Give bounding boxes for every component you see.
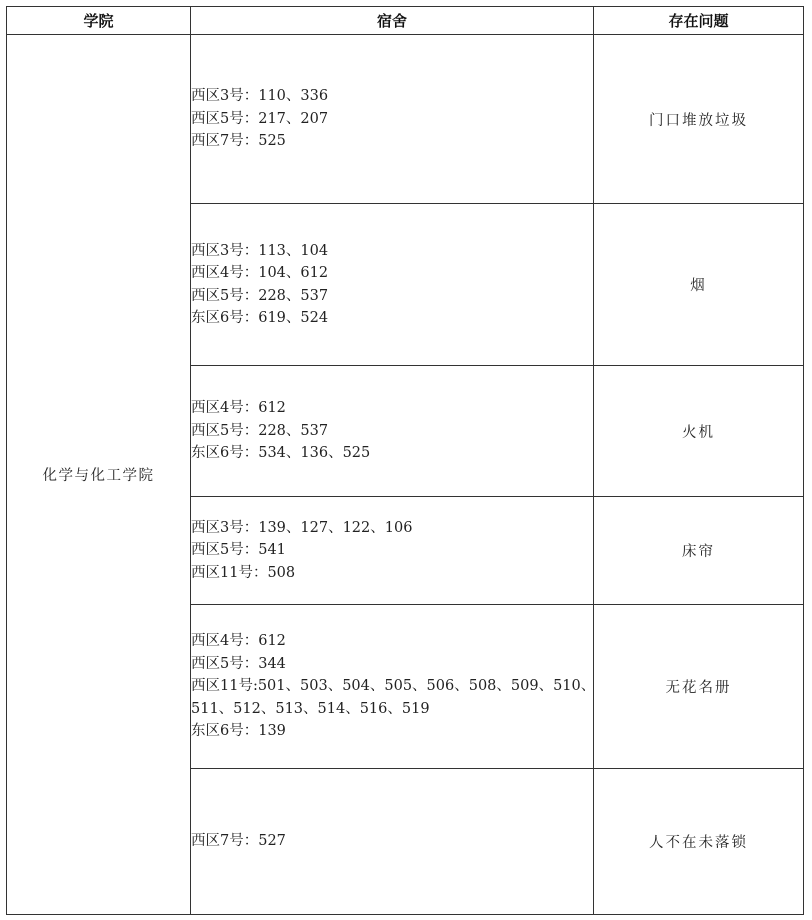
dorm-line: 西区5号：228、537 <box>191 422 329 439</box>
dorm-cell <box>191 204 594 366</box>
dorm-line: 西区11号：508 <box>191 564 296 581</box>
header-issue: 存在问题 <box>594 7 804 35</box>
dorm-line: 西区4号：104、612 <box>191 265 329 281</box>
issue-cell: 火机 <box>594 366 804 497</box>
dorm-line: 东区6号：534、136、525 <box>191 445 371 462</box>
dorm-line: 东区6号：139 <box>191 723 286 740</box>
dorm-line: 东区6号：619、524 <box>191 310 329 326</box>
dorm-cell <box>191 497 594 605</box>
dorm-line: 西区5号：344 <box>191 655 286 672</box>
inspection-table <box>6 6 804 915</box>
dorm-line: 西区3号：139、127、122、106 <box>191 519 413 536</box>
dorm-cell <box>191 605 594 769</box>
issue-cell: 无花名册 <box>594 605 804 769</box>
issue-cell: 烟 <box>594 204 804 366</box>
dorm-cell <box>191 366 594 497</box>
dorm-line: 西区5号：541 <box>191 542 286 559</box>
header-college: 学院 <box>7 7 191 35</box>
table-row <box>7 35 804 204</box>
issue-cell: 门口堆放垃圾 <box>594 35 804 204</box>
header-dorm: 宿舍 <box>191 7 594 35</box>
dorm-line: 西区5号：217、207 <box>191 110 329 127</box>
dorm-line: 西区3号：113、104 <box>191 242 329 259</box>
header-row <box>7 7 804 35</box>
dorm-line: 西区5号：228、537 <box>191 287 329 304</box>
dorm-line: 西区4号：612 <box>191 400 286 417</box>
college-cell: 化学与化工学院 <box>7 35 191 915</box>
dorm-line: 西区7号：527 <box>191 833 286 850</box>
dorm-line: 511、512、513、514、516、519 <box>191 700 430 717</box>
dorm-line: 西区3号：110、336 <box>191 88 329 105</box>
dorm-cell <box>191 769 594 915</box>
issue-cell: 人不在未落锁 <box>594 769 804 915</box>
dorm-line: 西区7号：525 <box>191 133 286 150</box>
dorm-cell <box>191 35 594 204</box>
issue-cell: 床帘 <box>594 497 804 605</box>
dorm-line: 西区11号:501、503、504、505、506、508、509、510、 <box>191 678 596 695</box>
dorm-line: 西区4号：612 <box>191 633 286 650</box>
